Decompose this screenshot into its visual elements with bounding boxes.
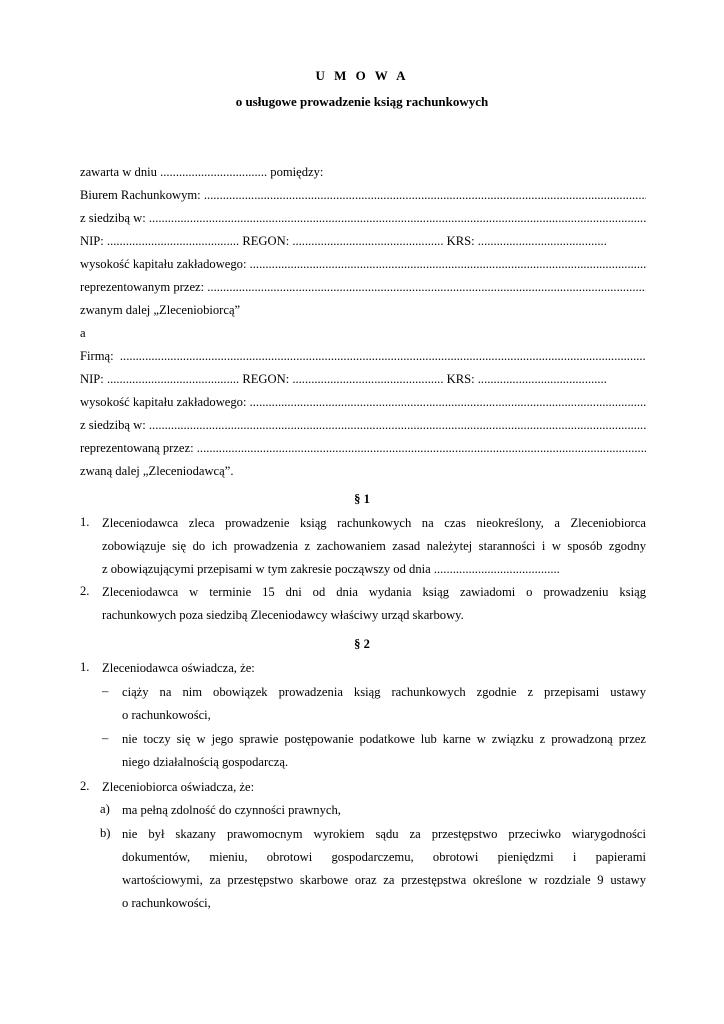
siedziba-label-2: z siedzibą w:	[80, 418, 149, 432]
siedziba-line-1	[80, 210, 646, 226]
zwanym-line: zwanym dalej „Zleceniobiorcą”	[80, 303, 241, 317]
dotted-fill	[197, 440, 646, 456]
repr-label-1: reprezentowanym przez:	[80, 280, 208, 294]
kapital-label-1: wysokość kapitału zakładowego:	[80, 257, 250, 271]
s2-item-1-text: Zleceniodawca oświadcza, że:	[102, 661, 255, 675]
s2-item-2-number: 2.	[80, 779, 90, 793]
zwana-line: zwaną dalej „Zleceniodawcą”.	[80, 464, 234, 478]
siedziba-label-1: z siedzibą w:	[80, 211, 149, 225]
repr-line-1	[80, 279, 646, 295]
section-2-heading: § 2	[354, 637, 370, 651]
siedziba-line-2	[80, 417, 646, 433]
firma-line	[80, 348, 646, 364]
document-subtitle: o usługowe prowadzenie ksiąg rachunkowych	[235, 94, 489, 109]
firma-label: Firmą:	[80, 349, 120, 363]
biuro-line	[80, 187, 646, 203]
dotted-fill	[120, 348, 646, 364]
s2-letter-a-mark: a)	[100, 802, 110, 816]
s1-item-1-line-1: Zleceniodawca zleca prowadzenie ksiąg rachunkowych na czas nieokreślony, a Zleceniobiorca	[102, 516, 646, 530]
dash-bullet-2: –	[102, 731, 109, 745]
biuro-label: Biurem Rachunkowym:	[80, 188, 204, 202]
s1-item-1-line-3: z obowiązującymi przepisami w tym zakresie począwszy od dnia ........................................	[102, 562, 560, 576]
dotted-fill	[250, 394, 646, 410]
s2-letter-b-line-2: dokumentów, mieniu, obrotowi gospodarczemu, obrotowi pieniędzmi i papierami	[122, 850, 646, 864]
kapital-line-2	[80, 394, 646, 410]
s1-item-2-number: 2.	[80, 584, 90, 598]
conjunction-a: a	[80, 326, 86, 340]
s2-dash-1-line-1: ciąży na nim obowiązek prowadzenia ksiąg rachunkowych zgodnie z przepisami ustawy	[122, 685, 646, 699]
repr-label-2: reprezentowaną przez:	[80, 441, 197, 455]
repr-line-2	[80, 440, 646, 456]
dotted-fill	[207, 279, 646, 295]
s2-dash-2-line-1: nie toczy się w jego sprawie postępowanie podatkowe lub karne w związku z prowadzoną przez	[122, 732, 646, 746]
dotted-fill	[149, 210, 646, 226]
s2-letter-b-mark: b)	[100, 826, 111, 840]
document-title: U M O W A	[315, 68, 409, 83]
kapital-line-1	[80, 256, 646, 272]
concluded-line: zawarta w dniu .................................. pomiędzy:	[80, 165, 324, 179]
s2-dash-1-line-2: o rachunkowości,	[122, 708, 211, 722]
s1-item-2-line-2: rachunkowych poza siedzibą Zleceniodawcy właściwy urząd skarbowy.	[102, 608, 464, 622]
s1-item-2-line-1: Zleceniodawca w terminie 15 dni od dnia wydania ksiąg zawiadomi o prowadzeniu ksiąg	[102, 585, 646, 599]
dash-bullet-1: –	[102, 684, 109, 698]
s2-letter-b-line-4: o rachunkowości,	[122, 896, 211, 910]
s2-dash-2-line-2: niego działalnością gospodarczą.	[122, 755, 289, 769]
s2-letter-a-text: ma pełną zdolność do czynności prawnych,	[122, 803, 341, 817]
nip-line-2: NIP: .......................................... REGON: ................................................ KRS: .........................................	[80, 372, 607, 386]
nip-line-1: NIP: .......................................... REGON: ................................................ KRS: .........................................	[80, 234, 607, 248]
s1-item-1-number: 1.	[80, 515, 90, 529]
dotted-fill	[204, 187, 646, 203]
dotted-fill	[149, 417, 646, 433]
kapital-label-2: wysokość kapitału zakładowego:	[80, 395, 250, 409]
section-1-heading: § 1	[354, 492, 370, 506]
s2-letter-b-line-3: wartościowymi, za przestępstwo skarbowe oraz za przestępstwa określone w rozdziale 9 ustawy	[122, 873, 646, 887]
s2-item-2-text: Zleceniobiorca oświadcza, że:	[102, 780, 255, 794]
s1-item-1-line-2: zobowiązuje się do ich prowadzenia z zachowaniem zasad należytej staranności i w sposób zgodny	[102, 539, 646, 553]
s2-item-1-number: 1.	[80, 660, 90, 674]
dotted-fill	[250, 256, 646, 272]
s2-letter-b-line-1: nie był skazany prawomocnym wyrokiem sądu za przestępstwo przeciwko wiarygodności	[122, 827, 646, 841]
